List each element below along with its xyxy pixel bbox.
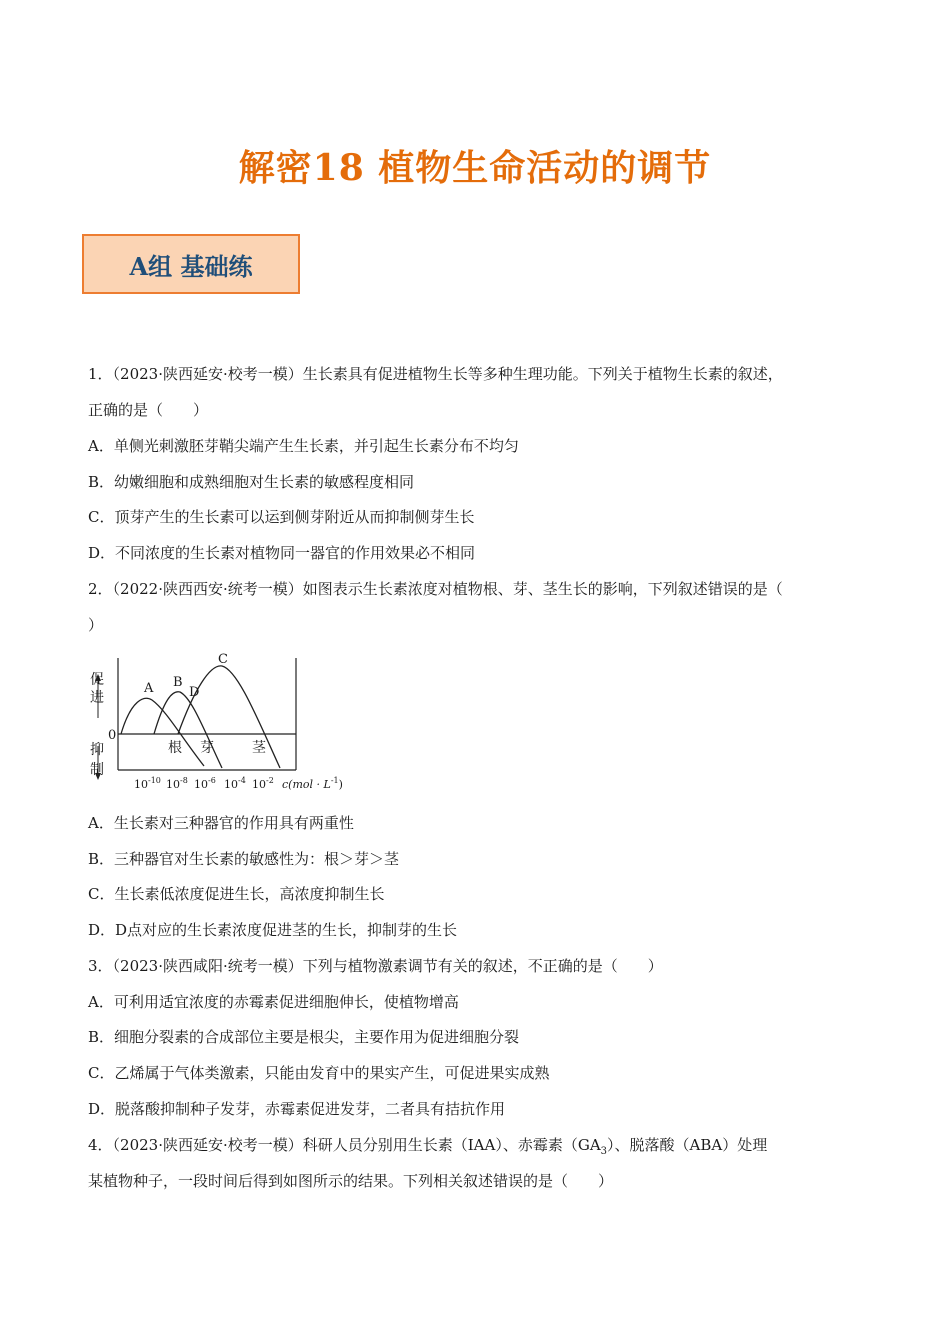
q3-option-c: C．乙烯属于气体类激素，只能由发育中的果实产生，可促进果实成熟 bbox=[88, 1064, 550, 1082]
q2-option-a: A．生长素对三种器官的作用具有两重性 bbox=[88, 814, 354, 832]
y-label-promote-2: 进 bbox=[90, 690, 104, 706]
q1-stem-line2: 正确的是（ ） bbox=[88, 401, 209, 419]
y-zero-label: 0 bbox=[108, 728, 117, 743]
q1-option-d: D．不同浓度的生长素对植物同一器官的作用效果必不相同 bbox=[88, 544, 476, 562]
q1-stem-line1: 1．（2023·陕西延安·校考一模）生长素具有促进植物生长等多种生理功能。下列关于植物生长素的叙述， bbox=[88, 365, 783, 383]
point-a-label: A bbox=[144, 681, 154, 696]
q4-stem-line1: 4．（2023·陕西延安·校考一模）科研人员分别用生长素（IAA）、赤霉素$(GA_3)$、脱落酸（ABA）处理 bbox=[88, 1136, 768, 1157]
stem-label: 茎 bbox=[252, 740, 266, 756]
y-label-inhibit-1: 抑 bbox=[90, 742, 104, 758]
q3-option-b: B．细胞分裂素的合成部位主要是根尖，主要作用为促进细胞分裂 bbox=[88, 1028, 520, 1046]
section-heading-a: A组 基础练 bbox=[82, 234, 300, 294]
x-tick-5: $10^{-2}$ bbox=[252, 776, 274, 791]
q2-option-d: D．D点对应的生长素浓度促进茎的生长，抑制芽的生长 bbox=[88, 921, 458, 939]
point-b-label: B bbox=[173, 675, 183, 690]
q2-option-c: C．生长素低浓度促进生长，高浓度抑制生长 bbox=[88, 885, 385, 903]
x-tick-3: $10^{-6}$ bbox=[194, 776, 216, 791]
root-label: 根 bbox=[168, 740, 182, 756]
page-title: 解密18 植物生命活动的调节 bbox=[238, 147, 712, 189]
q3-stem-line1: 3．（2023·陕西咸阳·统考一模）下列与植物激素调节有关的叙述，不正确的是（ ） bbox=[88, 957, 663, 975]
q4-stem-line2: 某植物种子，一段时间后得到如图所示的结果。下列相关叙述错误的是（ ） bbox=[88, 1172, 614, 1190]
q1-option-a: A．单侧光刺激胚芽鞘尖端产生生长素，并引起生长素分布不均匀 bbox=[88, 437, 519, 455]
q3-option-d: D．脱落酸抑制种子发芽，赤霉素促进发芽，二者具有拮抗作用 bbox=[88, 1100, 506, 1118]
q1-option-c: C．顶芽产生的生长素可以运到侧芽附近从而抑制侧芽生长 bbox=[88, 508, 475, 526]
y-label-inhibit-2: 制 bbox=[90, 762, 104, 778]
q2-option-b: B．三种器官对生长素的敏感性为：根＞芽＞茎 bbox=[88, 850, 400, 868]
q3-option-a: A．可利用适宜浓度的赤霉素促进细胞伸长，使植物增高 bbox=[88, 993, 459, 1011]
point-c-label: C bbox=[218, 652, 228, 667]
q2-stem-line2: ） bbox=[88, 616, 104, 634]
q2-stem-line1: 2．（2022·陕西西安·统考一模）如图表示生长素浓度对植物根、芽、茎生长的影响，下列叙述错误的是（ bbox=[88, 580, 783, 598]
q1-option-b: B．幼嫩细胞和成熟细胞对生长素的敏感程度相同 bbox=[88, 473, 415, 491]
point-d-label: D bbox=[189, 685, 200, 700]
bud-curve bbox=[154, 692, 222, 768]
y-label-promote-1: 促 bbox=[90, 672, 104, 688]
auxin-concentration-figure bbox=[86, 650, 366, 800]
bud-label: 芽 bbox=[200, 740, 214, 756]
x-axis-unit: $c(mol \cdot L^{-1})$ bbox=[282, 776, 343, 791]
x-tick-2: $10^{-8}$ bbox=[166, 776, 188, 791]
x-tick-1: $10^{-10}$ bbox=[134, 776, 161, 791]
x-tick-4: $10^{-4}$ bbox=[224, 776, 246, 791]
